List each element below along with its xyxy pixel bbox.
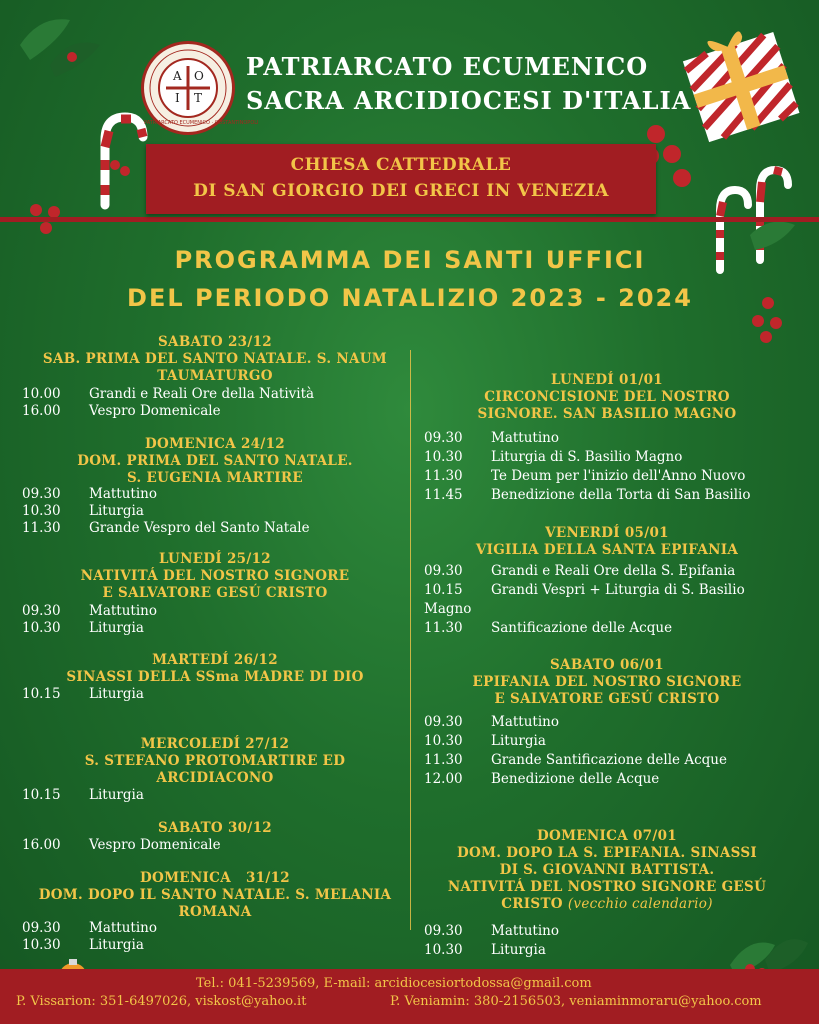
service-time: 10.30	[22, 503, 61, 519]
column-divider	[410, 350, 411, 930]
service-time: 10.15	[22, 787, 61, 803]
service-name: Vespro Domenicale	[89, 837, 221, 853]
footer-contact-vissarion: P. Vissarion: 351-6497026, viskost@yahoo.it	[16, 994, 307, 1009]
service-time: 10.15	[22, 686, 61, 702]
day-feast: E SALVATORE GESÚ CRISTO	[102, 585, 328, 601]
header-title-line2: SACRA ARCIDIOCESI D'ITALIA	[246, 86, 692, 115]
service-name: Grande Santificazione delle Acque	[491, 752, 727, 768]
service-row	[424, 582, 745, 599]
service-row	[22, 503, 144, 520]
footer-phone-email: Tel.: 041-5239569, E-mail: arcidiocesiortodossa@gmail.com	[196, 976, 592, 991]
footer-contact-veniamin: P. Veniamin: 380-2156503, veniaminmoraru@yahoo.com	[390, 994, 762, 1009]
day-feast: ROMANA	[178, 904, 252, 920]
service-name: Mattutino	[89, 486, 157, 502]
service-row	[424, 563, 735, 580]
service-row	[22, 386, 314, 403]
service-time: 16.00	[22, 403, 61, 419]
day-feast: DOM. PRIMA DEL SANTO NATALE.	[77, 453, 353, 469]
service-name: Mattutino	[491, 430, 559, 446]
service-time: 11.30	[22, 520, 61, 536]
day-heading	[20, 436, 410, 487]
day-feast: NATIVITÁ DEL NOSTRO SIGNORE	[80, 568, 350, 584]
seal-ring-text: PATRIARCATO ECUMENICO · COSTANTINOPOLI	[144, 120, 259, 126]
service-row	[22, 403, 221, 420]
service-time: 10.30	[424, 449, 463, 465]
service-time: 11.30	[424, 468, 463, 484]
service-time: 09.30	[22, 920, 61, 936]
service-time: 09.30	[22, 603, 61, 619]
day-heading	[412, 525, 802, 559]
day-date: LUNEDÍ 25/12	[159, 551, 271, 567]
seal-letter: I	[175, 91, 180, 105]
day-date: VENERDÍ 05/01	[545, 525, 669, 541]
service-name: Liturgia	[89, 503, 144, 519]
service-row	[22, 837, 221, 854]
day-feast: DI S. GIOVANNI BATTISTA.	[499, 862, 715, 878]
service-time: 09.30	[424, 430, 463, 446]
patriarchate-seal	[141, 41, 259, 135]
seal-letter: A	[173, 69, 182, 83]
seal-letter: T	[194, 91, 203, 105]
service-time: 10.30	[424, 942, 463, 958]
service-time: 10.00	[22, 386, 61, 402]
service-name: Benedizione della Torta di San Basilio	[491, 487, 751, 503]
banner-line1: CHIESA CATTEDRALE	[290, 155, 512, 175]
service-name: Liturgia	[491, 942, 546, 958]
day-feast: EPIFANIA DEL NOSTRO SIGNORE	[472, 674, 742, 690]
day-heading	[20, 820, 410, 837]
service-time: 11.30	[424, 752, 463, 768]
service-row	[22, 937, 144, 954]
day-feast: NATIVITÁ DEL NOSTRO SIGNORE GESÚ	[447, 879, 767, 895]
service-row	[22, 787, 144, 804]
day-date: LUNEDÍ 01/01	[551, 372, 663, 388]
day-feast: S. EUGENIA MARTIRE	[126, 470, 304, 486]
service-name: Liturgia	[89, 686, 144, 702]
day-heading	[20, 334, 410, 385]
service-name: Benedizione delle Acque	[491, 771, 660, 787]
service-name: Grandi e Reali Ore della S. Epifania	[491, 563, 736, 579]
service-time: 11.45	[424, 487, 463, 503]
day-feast-with-note	[412, 896, 802, 913]
day-date: SABATO 23/12	[158, 334, 272, 350]
service-name: Vespro Domenicale	[89, 403, 221, 419]
service-row	[424, 714, 559, 731]
day-feast: SIGNORE. SAN BASILIO MAGNO	[477, 406, 737, 422]
seal-letter: O	[194, 69, 204, 83]
day-heading	[412, 372, 802, 423]
service-name: Santificazione delle Acque	[491, 620, 673, 636]
day-feast: S. STEFANO PROTOMARTIRE ED	[84, 753, 346, 769]
program-title-line1: PROGRAMMA DEI SANTI UFFICI	[174, 246, 646, 274]
day-date: SABATO 30/12	[158, 820, 272, 836]
day-feast: CIRCONCISIONE DEL NOSTRO	[484, 389, 730, 405]
service-time: 09.30	[424, 563, 463, 579]
day-heading	[412, 657, 802, 708]
service-row	[424, 620, 672, 637]
day-date: MERCOLEDÍ 27/12	[140, 736, 290, 752]
day-feast: DOM. DOPO LA S. EPIFANIA. SINASSI	[456, 845, 758, 861]
service-name: Grandi Vespri + Liturgia di S. Basilio	[491, 582, 745, 598]
day-feast: VIGILIA DELLA SANTA EPIFANIA	[475, 542, 739, 558]
program-title-line2: DEL PERIODO NATALIZIO 2023 - 2024	[127, 284, 693, 312]
service-row	[424, 449, 682, 466]
service-name: Mattutino	[89, 603, 157, 619]
day-heading	[412, 828, 802, 913]
service-time: 16.00	[22, 837, 61, 853]
day-heading	[20, 736, 410, 787]
service-row	[424, 771, 659, 788]
day-heading	[20, 551, 410, 602]
service-row	[22, 686, 144, 703]
service-time: 09.30	[424, 714, 463, 730]
service-row	[424, 601, 471, 618]
service-name: Mattutino	[89, 920, 157, 936]
service-time: 10.30	[22, 937, 61, 953]
service-name: Liturgia	[89, 937, 144, 953]
service-row	[424, 487, 751, 504]
service-row	[22, 620, 144, 637]
day-feast: TAUMATURGO	[157, 368, 273, 384]
service-name: Liturgia di S. Basilio Magno	[491, 449, 683, 465]
service-row	[424, 942, 546, 959]
day-heading	[20, 870, 410, 921]
service-row	[424, 752, 727, 769]
day-date: DOMENICA 24/12	[145, 436, 285, 452]
service-time: 09.30	[424, 923, 463, 939]
day-date: DOMENICA 07/01	[537, 828, 677, 844]
day-feast: SINASSI DELLA SSma MADRE DI DIO	[66, 669, 364, 685]
service-time: 10.15	[424, 582, 463, 598]
service-time: 10.30	[424, 733, 463, 749]
service-name: Grandi e Reali Ore della Natività	[89, 386, 315, 402]
day-date: SABATO 06/01	[550, 657, 664, 673]
day-date: MARTEDÍ 26/12	[152, 652, 278, 668]
cross-icon	[160, 60, 216, 116]
service-row	[22, 486, 157, 503]
service-name: Grande Vespro del Santo Natale	[89, 520, 310, 536]
service-row	[424, 923, 559, 940]
day-feast: SAB. PRIMA DEL SANTO NATALE. S. NAUM	[42, 351, 388, 367]
holly-leaves-decoration	[10, 5, 110, 85]
service-time: 11.30	[424, 620, 463, 636]
banner-line2: DI SAN GIORGIO DEI GRECI IN VENEZIA	[193, 181, 609, 201]
service-name: Mattutino	[491, 923, 559, 939]
service-name: Mattutino	[491, 714, 559, 730]
service-name: Te Deum per l'inizio dell'Anno Nuovo	[491, 468, 746, 484]
service-time: 10.30	[22, 620, 61, 636]
service-name: Liturgia	[491, 733, 546, 749]
service-row	[424, 468, 745, 485]
day-feast: DOM. DOPO IL SANTO NATALE. S. MELANIA	[38, 887, 392, 903]
day-heading	[20, 652, 410, 686]
service-time: 09.30	[22, 486, 61, 502]
service-time: 12.00	[424, 771, 463, 787]
service-row	[424, 430, 559, 447]
banner-stripe	[0, 217, 819, 222]
service-row	[22, 603, 157, 620]
service-row	[22, 920, 157, 937]
day-feast: E SALVATORE GESÚ CRISTO	[494, 691, 720, 707]
day-feast: ARCIDIACONO	[156, 770, 274, 786]
service-row	[424, 733, 546, 750]
service-name: Liturgia	[89, 620, 144, 636]
day-date: DOMENICA 31/12	[140, 870, 290, 886]
header-title-line1: PATRIARCATO ECUMENICO	[246, 52, 649, 81]
service-row	[22, 520, 310, 537]
seal-inner-circle	[158, 58, 218, 118]
calendar-note: (vecchio calendario)	[567, 896, 713, 912]
day-feast: CRISTO	[501, 896, 563, 912]
service-name: Magno	[424, 601, 472, 617]
small-berries-decoration	[748, 295, 788, 345]
service-name: Liturgia	[89, 787, 144, 803]
